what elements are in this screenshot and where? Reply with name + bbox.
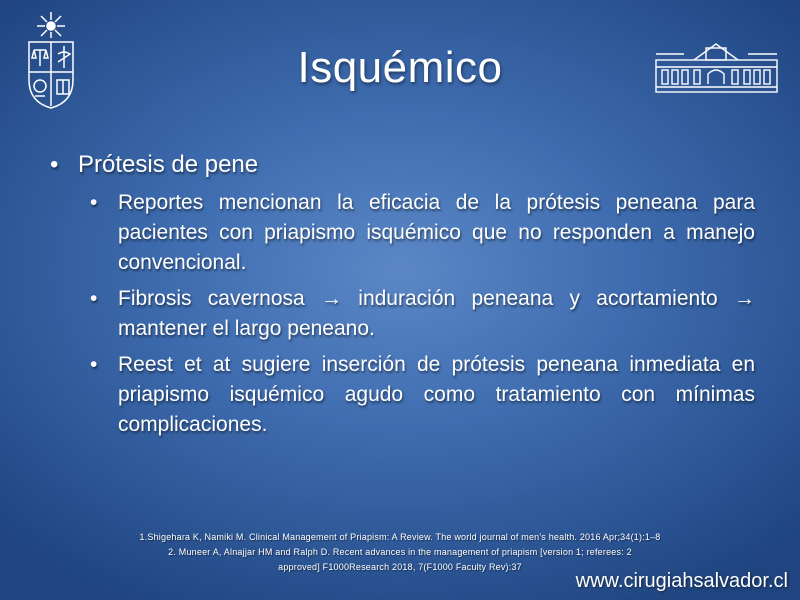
reference-line: approved] F1000Research 2018, 7(F1000 Faculty Rev):37 — [278, 562, 522, 572]
bullet-level2-item — [90, 188, 755, 278]
slide-title: Isquémico — [297, 43, 503, 92]
bullet-text: Fibrosis cavernosa → induración peneana y acortamiento → mantener el largo peneano. — [118, 287, 755, 340]
bullet-text: Reest et at sugiere inserción de prótesis peneana inmediata en priapismo isquémico agudo como tratamiento con mínimas complicaciones. — [118, 353, 755, 436]
bullet-dot: • — [50, 151, 59, 178]
references — [110, 530, 690, 575]
bullet-dot: • — [90, 287, 98, 310]
website-url: www.cirugiahsalvador.cl — [575, 570, 788, 592]
bullet-level1-text: Prótesis de pene — [78, 151, 259, 178]
bullet-dot: • — [90, 353, 98, 376]
bullet-dot: • — [90, 191, 98, 214]
bullet-text: Reportes mencionan la eficacia de la prótesis peneana para pacientes con priapismo isquémico que no responden a manejo convencional. — [118, 191, 755, 274]
bullet-level2-item — [90, 350, 755, 440]
bullet-list — [50, 150, 755, 446]
reference-line: 1.Shigehara K, Namiki M. Clinical Management of Priapism: A Review. The world journal of men's health. 2016 Apr;34(1):1–8 — [139, 532, 661, 542]
reference-line: 2. Muneer A, Alnajjar HM and Ralph D. Recent advances in the management of priapism [version 1; referees: 2 — [168, 547, 632, 557]
bullet-level2-item — [90, 284, 755, 344]
bullet-level1 — [50, 150, 755, 180]
